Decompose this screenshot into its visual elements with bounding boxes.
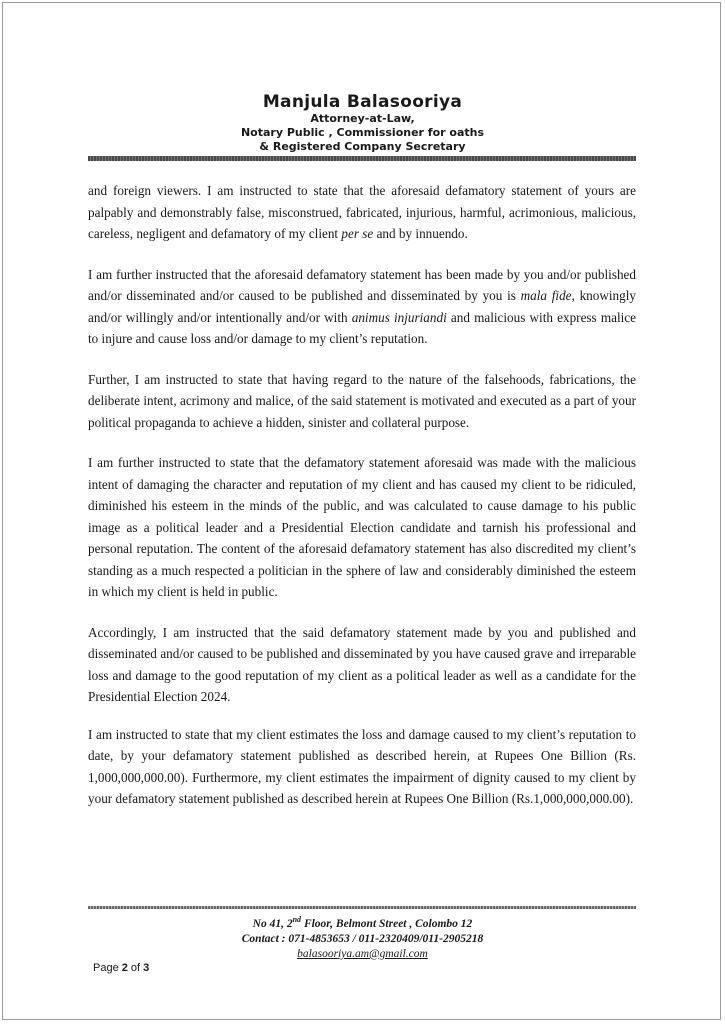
letterhead-title-1: Attorney-at-Law, xyxy=(310,112,415,125)
paragraph-2-text-mid: , knowingly and/or willingly and/or intentionally and/or with xyxy=(88,288,636,325)
footer-divider xyxy=(88,906,636,909)
footer-email-link[interactable]: balasooriya.am@gmail.com xyxy=(297,947,428,960)
paragraph-4: I am further instructed to state that the defamatory statement aforesaid was made with the malicious intent of damaging the character and reputation of my client and has caused my client to be ridiculed, diminished his esteem in the minds of the public, and was calculated to cause damage to his public image as a political leader and a Presidential Election candidate and tarnish his professional and personal reputation. The content of the aforesaid defamatory statement has also discredited my client’s standing as a much respected a politician in the sphere of law and considerably diminished the esteem in which my client is held in public. xyxy=(88,455,636,599)
paragraph-3: Further, I am instructed to state that having regard to the nature of the falsehoods, fabrications, the deliberate intent, acrimony and malice, of the said statement is motivated and executed as a part of your political propaganda to achieve a hidden, sinister and collateral purpose. xyxy=(88,371,636,430)
letterhead-title-2: Notary Public , Commissioner for oaths xyxy=(240,126,485,139)
paragraph-2-latin-2: animus injuriandi xyxy=(351,309,447,325)
page-current: 2 xyxy=(121,962,128,974)
page-total: 3 xyxy=(143,962,150,974)
letterhead xyxy=(0,92,725,154)
paragraph-6: I am instructed to state that my client estimates the loss and damage caused to my client’s reputation to date, by your defamatory statement published as described herein, at Rupees One Billion (Rs. 1,000,000,000.00). Furthermore, my client estimates the impairment of dignity caused to my client by your defamatory statement published as described herein at Rupees One Billion (Rs.1,000,000,000.00). xyxy=(88,726,636,806)
footer xyxy=(0,912,725,962)
paragraph-1-text: and foreign viewers. I am instructed to state that the aforesaid defamatory statement of yours are palpably and demonstrably false, misconstrued, fabricated, injurious, harmful, acrimonious, malicious, careless, negligent and defamatory of my client xyxy=(88,183,636,241)
footer-contact: Contact : 071-4853653 / 011-2320409/011-2905218 xyxy=(241,932,484,945)
paragraph-2-text-end: and malicious with express malice to injure and cause loss and/or damage to my client’s reputation. xyxy=(88,309,636,346)
footer-address-start: No 41, 2 xyxy=(252,917,293,930)
footer-address-sup: nd xyxy=(292,915,302,924)
footer-address xyxy=(0,912,725,932)
paragraph-1-latin: per se xyxy=(341,226,374,241)
page-of: of xyxy=(127,962,144,974)
letterhead-name: Manjula Balasooriya xyxy=(262,92,463,112)
paragraph-2 xyxy=(88,264,636,350)
paragraph-2-latin-1: mala fide xyxy=(520,288,572,303)
paragraph-1 xyxy=(88,180,636,245)
page-number xyxy=(93,962,149,974)
header-divider xyxy=(88,156,636,161)
paragraph-1-text-end: and by innuendo. xyxy=(373,226,468,241)
paragraph-2-text: I am further instructed that the aforesaid defamatory statement has been made by you and/or published and/or disseminated and/or caused to be published and disseminated by you is xyxy=(88,266,636,303)
page-label: Page xyxy=(93,962,122,974)
paragraph-5: Accordingly, I am instructed that the said defamatory statement made by you and published and disseminated and/or caused to be published and disseminated by you have caused grave and irreparable loss and damage to the good reputation of my client as a political leader as well as a candidate for the Presidential Election 2024. xyxy=(88,624,636,704)
letterhead-title-3: & Registered Company Secretary xyxy=(259,140,466,153)
footer-address-end: Floor, Belmont Street , Colombo 12 xyxy=(301,917,473,930)
letter-body xyxy=(88,180,636,829)
